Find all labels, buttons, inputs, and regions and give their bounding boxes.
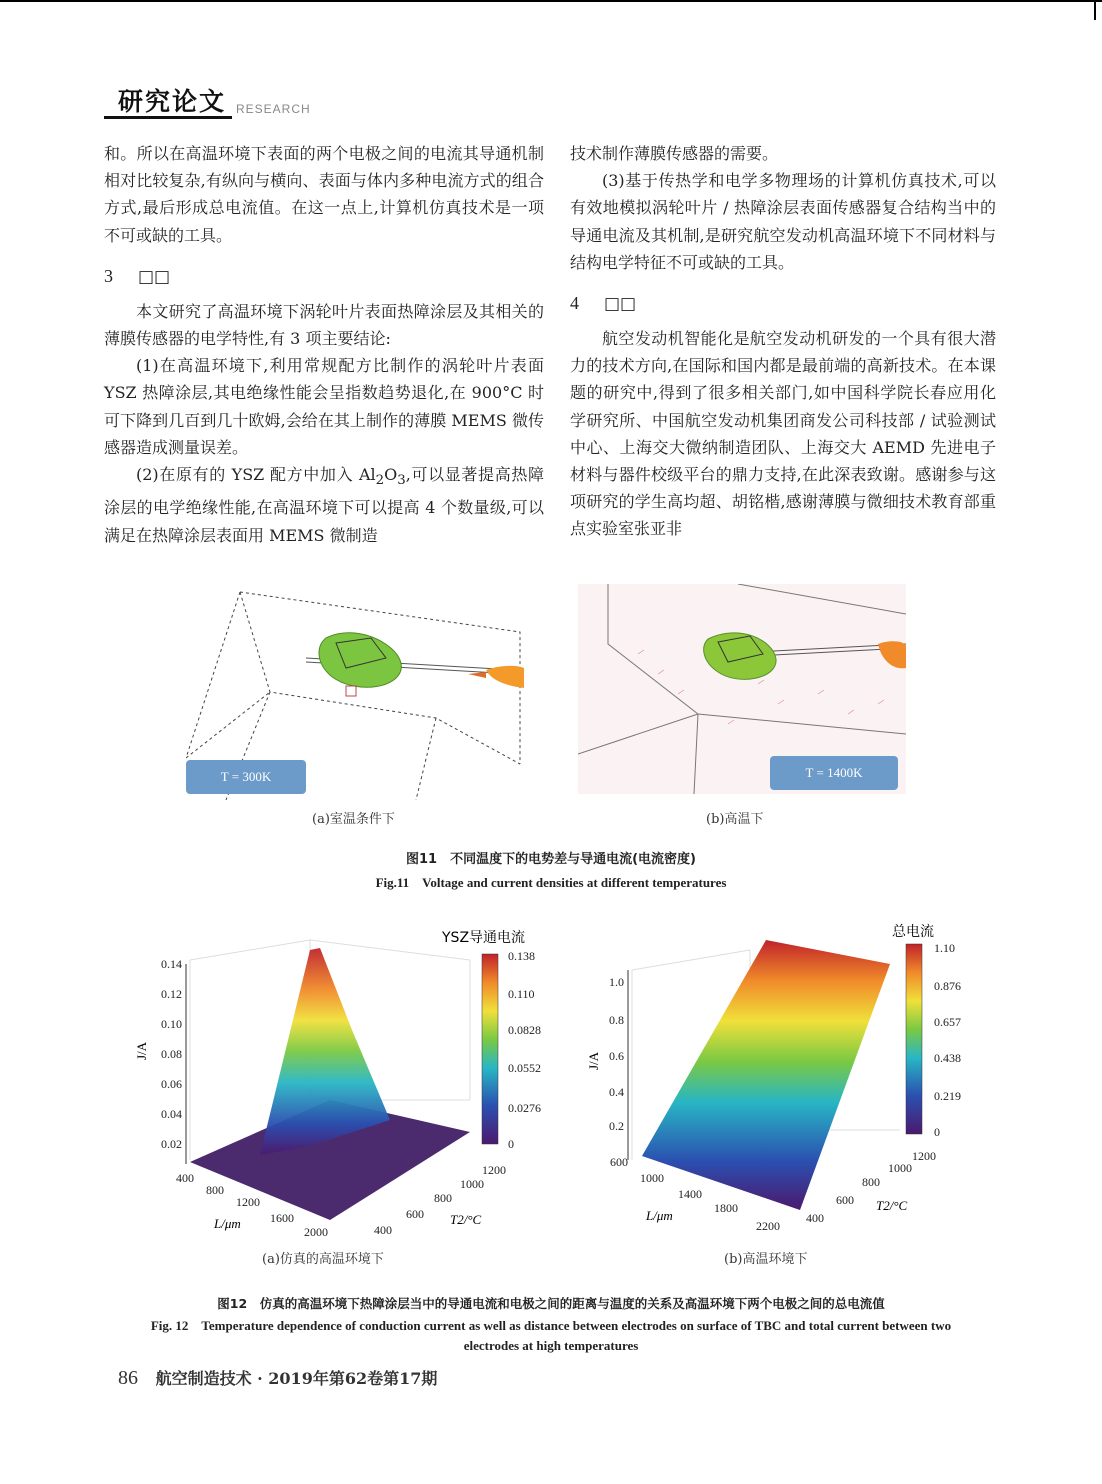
fig11a-caption: (a)室温条件下 (312, 812, 395, 827)
x-tick: 2200 (756, 1219, 780, 1233)
colorbar-tick: 1.10 (934, 941, 955, 955)
fig12a-chart (120, 920, 560, 1250)
fig12b-chart (580, 920, 1000, 1250)
z-tick: 0.14 (161, 957, 182, 971)
y-tick: 400 (374, 1223, 392, 1237)
paragraph: (1)在高温环境下,利用常规配方比制作的涡轮叶片表面 YSZ 热障涂层,其电绝缘性能会呈指数趋势退化,在 900°C 时可下降到几百到几十欧姆,会给在其上制作的薄膜 MEMS 微传感器造成测量误差。 (104, 356, 544, 457)
x-tick: 400 (176, 1171, 194, 1185)
z-tick: 0.4 (609, 1085, 624, 1099)
z-axis-label: J/A (586, 1051, 601, 1070)
z-tick: 0.04 (161, 1107, 182, 1121)
z-tick: 0.02 (161, 1137, 182, 1151)
paragraph: 航空发动机智能化是航空发动机研发的一个具有很大潜力的技术方向,在国际和国内都是最前端的高新技术。在本课题的研究中,得到了很多相关部门,如中国科学院长春应用化学研究所、中国航空发动机集团商发公司科技部 / 试验测试中心、上海交大微纳制造团队、上海交大 AEMD 先进电子材料与器件校级平台的鼎力支持,在此深表致谢。感谢参与这项研究的学生高均超、胡铭楷,感谢薄膜与微细技术教育部重点实验室张亚非 (570, 329, 996, 539)
paragraph: (2)在原有的 YSZ 配方中加入 $Al_2O_3$,可以显著提高热障涂层的电学绝缘性能,在高温环境下可以提高 4 个数量级,可以满足在热障涂层表面用 MEMS 微制造 (104, 465, 544, 545)
z-tick: 1.0 (609, 975, 624, 989)
colorbar-tick: 0.0276 (508, 1101, 541, 1115)
corner-mark (1094, 0, 1096, 20)
fig11b-caption: (b)高温下 (706, 812, 764, 827)
z-tick: 0.08 (161, 1047, 182, 1061)
x-tick: 1400 (678, 1187, 702, 1201)
x-tick: 2000 (304, 1225, 328, 1239)
colorbar-tick: 0.219 (934, 1089, 961, 1103)
y-tick: 1000 (460, 1177, 484, 1191)
fig12b-caption: (b)高温环境下 (724, 1252, 808, 1267)
x-tick: 1800 (714, 1201, 738, 1215)
fig11-caption-en: Fig.11 Voltage and current densities at different temperatures (375, 875, 727, 890)
colorbar-tick: 0.0828 (508, 1023, 541, 1037)
temperature-label: T = 300K (186, 760, 306, 794)
y-axis-label: T2/°C (450, 1212, 482, 1227)
colorbar-tick: 0.138 (508, 949, 535, 963)
z-tick: 0.6 (609, 1049, 624, 1063)
colorbar-tick: 0 (934, 1125, 940, 1139)
y-tick: 400 (806, 1211, 824, 1225)
paragraph: 和。所以在高温环境下表面的两个电极之间的电流其导通机制相对比较复杂,有纵向与横向、表面与体内多种电流方式的组合方式,最后形成总电流值。在这一点上,计算机仿真技术是一项不可或缺的工具。 (104, 144, 544, 245)
top-rule (0, 0, 1102, 2)
fig12-caption-en: Fig. 12 Temperature dependence of conduction current as well as distance between electrodes on surface of TBC and total current between two electrodes at high temperatures (150, 1318, 952, 1353)
colorbar (482, 954, 498, 1144)
left-column (104, 140, 544, 549)
journal-name: 航空制造技术 · 2019年第62卷第17期 (155, 1369, 438, 1388)
colorbar-tick: 0 (508, 1137, 514, 1151)
y-tick: 1000 (888, 1161, 912, 1175)
paragraph: 技术制作薄膜传感器的需要。 (570, 144, 779, 163)
y-tick: 800 (862, 1175, 880, 1189)
z-tick: 0.06 (161, 1077, 182, 1091)
temperature-label: T = 1400K (770, 756, 898, 790)
z-tick: 0.12 (161, 987, 182, 1001)
right-column (570, 140, 996, 543)
fig12b-surface-plot (580, 920, 1000, 1250)
y-axis-label: T2/°C (876, 1198, 908, 1213)
chart-title: 总电流 (892, 924, 934, 940)
y-tick: 600 (406, 1207, 424, 1221)
colorbar-tick: 0.110 (508, 987, 535, 1001)
paragraph: 本文研究了高温环境下涡轮叶片表面热障涂层及其相关的薄膜传感器的电学特性,有 3 项主要结论: (104, 301, 544, 349)
paragraph: (3)基于传热学和电学多物理场的计算机仿真技术,可以有效地模拟涡轮叶片 / 热障涂层表面传感器复合结构当中的导通电流及其机制,是研究航空发动机高温环境下不同材料与结构电学特征不可或缺的工具。 (570, 171, 996, 272)
section-underline (104, 116, 232, 119)
colorbar-tick: 0.438 (934, 1051, 961, 1065)
colorbar-tick: 0.657 (934, 1015, 961, 1029)
section-heading: 3 □□ (104, 265, 171, 287)
section-title-en: RESEARCH (236, 102, 311, 116)
x-axis-label: L/μm (646, 1208, 673, 1223)
z-tick: 0.2 (609, 1119, 624, 1133)
x-tick: 800 (206, 1183, 224, 1197)
x-tick: 600 (610, 1155, 628, 1169)
colorbar-tick: 0.0552 (508, 1061, 541, 1075)
page-number: 86 (118, 1367, 138, 1389)
y-tick: 600 (836, 1193, 854, 1207)
section-title: 研究论文 (118, 87, 227, 116)
fig12a-surface-plot (120, 920, 560, 1250)
z-tick: 0.8 (609, 1013, 624, 1027)
x-tick: 1600 (270, 1211, 294, 1225)
fig11a-image (186, 588, 524, 800)
x-axis-label: L/μm (214, 1216, 241, 1231)
z-tick: 0.10 (161, 1017, 182, 1031)
fig12a-caption: (a)仿真的高温环境下 (262, 1252, 384, 1267)
x-tick: 1200 (236, 1195, 260, 1209)
colorbar (906, 944, 922, 1134)
y-tick: 800 (434, 1191, 452, 1205)
fig12-caption-cn: 图12 仿真的高温环境下热障涂层当中的导通电流和电极之间的距离与温度的关系及高温环境下两个电极之间的总电流值 (217, 1296, 885, 1311)
page-footer (118, 1366, 437, 1390)
fig11b-image (578, 584, 906, 794)
x-tick: 1000 (640, 1171, 664, 1185)
chart-title: YSZ导通电流 (442, 930, 526, 946)
z-axis-label: J/A (134, 1041, 149, 1060)
y-tick: 1200 (912, 1149, 936, 1163)
y-tick: 1200 (482, 1163, 506, 1177)
section-heading: 4 □□ (570, 293, 637, 315)
colorbar-tick: 0.876 (934, 979, 961, 993)
fig11-caption-cn: 图11 不同温度下的电势差与导通电流(电流密度) (406, 852, 696, 867)
